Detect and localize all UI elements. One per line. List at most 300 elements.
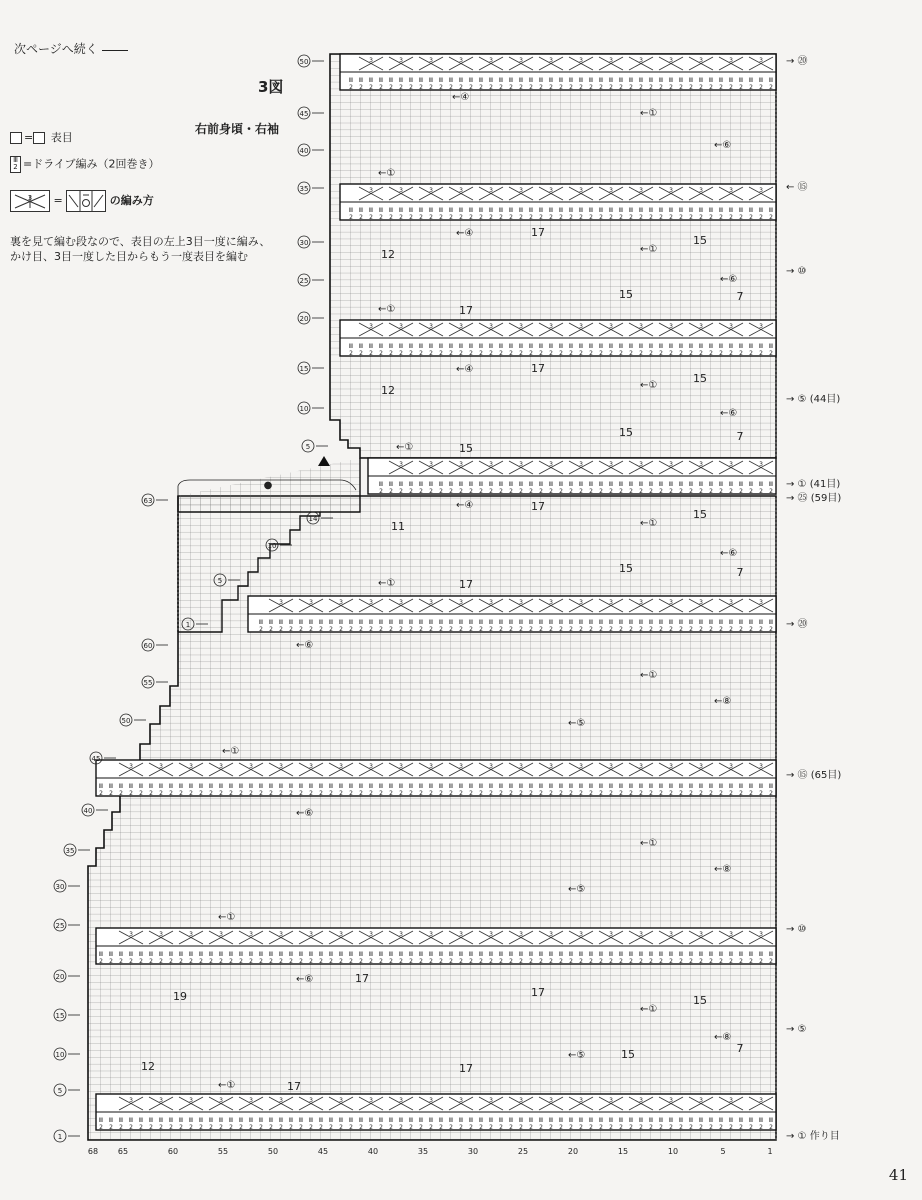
drive-number: 2	[569, 84, 573, 91]
drive-mark: Ⅲ	[768, 619, 774, 626]
cross-number: 3	[549, 57, 553, 64]
cross-number: 3	[189, 1097, 193, 1104]
drive-mark: Ⅲ	[728, 1117, 734, 1124]
drive-number: 2	[349, 214, 353, 221]
drive-number: 2	[369, 214, 373, 221]
cross-number: 3	[399, 57, 403, 64]
drive-number: 2	[749, 488, 753, 495]
drive-number: 2	[549, 1124, 553, 1131]
drive-mark: Ⅲ	[448, 1117, 454, 1124]
drive-number: 2	[459, 790, 463, 797]
drive-number: 2	[509, 350, 513, 357]
drive-mark: Ⅲ	[598, 1117, 604, 1124]
drive-mark: Ⅲ	[368, 77, 374, 84]
drive-number: 2	[519, 1124, 523, 1131]
cross-number: 3	[489, 461, 493, 468]
drive-mark: Ⅲ	[258, 783, 264, 790]
cross-number: 3	[519, 461, 523, 468]
row-number-label: 30	[55, 883, 65, 891]
drive-number: 2	[389, 214, 393, 221]
drive-number: 2	[739, 84, 743, 91]
drive-mark: Ⅲ	[688, 783, 694, 790]
drive-number: 2	[709, 1124, 713, 1131]
drive-mark: Ⅲ	[748, 951, 754, 958]
drive-number: 2	[649, 790, 653, 797]
drive-number: 2	[479, 790, 483, 797]
drive-number: 2	[399, 626, 403, 633]
drive-number: 2	[719, 84, 723, 91]
drive-number: 2	[189, 1124, 193, 1131]
drive-number: 2	[429, 214, 433, 221]
cross-number: 3	[489, 1097, 493, 1104]
span-number: 15	[693, 508, 707, 521]
drive-mark: Ⅲ	[258, 951, 264, 958]
drive-number: 2	[739, 1124, 743, 1131]
drive-mark: Ⅲ	[98, 1117, 104, 1124]
drive-number: 2	[379, 488, 383, 495]
drive-mark: Ⅲ	[588, 619, 594, 626]
cross-number: 3	[459, 1097, 463, 1104]
drive-mark: Ⅲ	[768, 343, 774, 350]
row-number-label: 45	[91, 755, 101, 763]
drive-mark: Ⅲ	[648, 481, 654, 488]
drive-number: 2	[579, 790, 583, 797]
drive-mark: Ⅲ	[468, 619, 474, 626]
drive-number: 2	[519, 214, 523, 221]
drive-number: 2	[529, 84, 533, 91]
drive-mark: Ⅲ	[748, 343, 754, 350]
drive-number: 2	[399, 350, 403, 357]
drive-number: 2	[199, 958, 203, 965]
span-number: 17	[531, 500, 545, 513]
drive-mark: Ⅲ	[738, 481, 744, 488]
drive-number: 2	[379, 626, 383, 633]
drive-mark: Ⅲ	[438, 481, 444, 488]
drive-mark: Ⅲ	[718, 481, 724, 488]
drive-number: 2	[379, 1124, 383, 1131]
drive-mark: Ⅲ	[658, 951, 664, 958]
drive-mark: Ⅲ	[538, 343, 544, 350]
drive-mark: Ⅲ	[568, 77, 574, 84]
drive-mark: Ⅲ	[378, 343, 384, 350]
cross-number: 3	[759, 187, 763, 194]
drive-mark: Ⅲ	[368, 619, 374, 626]
sleeve-grid	[88, 496, 776, 1140]
drive-mark: Ⅲ	[168, 1117, 174, 1124]
drive-number: 2	[619, 1124, 623, 1131]
cross-number: 3	[519, 1097, 523, 1104]
drive-number: 2	[249, 1124, 253, 1131]
drive-number: 2	[669, 350, 673, 357]
span-number: 7	[736, 430, 744, 443]
drive-number: 2	[369, 84, 373, 91]
drive-number: 2	[599, 214, 603, 221]
drive-number: 2	[549, 488, 553, 495]
drive-mark: Ⅲ	[638, 951, 644, 958]
drive-number: 2	[439, 214, 443, 221]
drive-mark: Ⅲ	[328, 783, 334, 790]
drive-number: 2	[529, 790, 533, 797]
drive-mark: Ⅲ	[498, 481, 504, 488]
drive-number: 2	[369, 790, 373, 797]
span-number: 15	[619, 426, 633, 439]
drive-mark: Ⅲ	[488, 481, 494, 488]
drive-number: 2	[649, 1124, 653, 1131]
drive-number: 2	[369, 1124, 373, 1131]
drive-mark: Ⅲ	[568, 1117, 574, 1124]
drive-number: 2	[489, 626, 493, 633]
drive-mark: Ⅲ	[708, 783, 714, 790]
drive-mark: Ⅲ	[648, 783, 654, 790]
drive-number: 2	[359, 626, 363, 633]
drive-mark: Ⅲ	[538, 951, 544, 958]
short-row-mark: ←①	[640, 244, 658, 255]
drive-number: 2	[689, 1124, 693, 1131]
cross-number: 3	[609, 187, 613, 194]
drive-mark: Ⅲ	[348, 619, 354, 626]
short-row-mark: ←①	[378, 304, 396, 315]
drive-number: 2	[769, 350, 773, 357]
drive-mark: Ⅲ	[378, 77, 384, 84]
drive-mark: Ⅲ	[278, 783, 284, 790]
drive-mark: Ⅲ	[138, 951, 144, 958]
drive-number: 2	[739, 488, 743, 495]
short-row-mark: ←①	[640, 1004, 658, 1015]
drive-mark: Ⅲ	[758, 951, 764, 958]
stitch-number-label: 55	[217, 1147, 229, 1156]
drive-mark: Ⅲ	[448, 951, 454, 958]
short-row-mark: ←⑧	[714, 1032, 732, 1043]
drive-number: 2	[699, 214, 703, 221]
drive-mark: Ⅲ	[228, 1117, 234, 1124]
drive-number: 2	[719, 488, 723, 495]
cross-number: 3	[639, 57, 643, 64]
drive-number: 2	[719, 958, 723, 965]
drive-number: 2	[729, 214, 733, 221]
drive-mark: Ⅲ	[768, 207, 774, 214]
cross-number: 3	[609, 1097, 613, 1104]
cross-number: 3	[669, 323, 673, 330]
cross-number: 3	[699, 763, 703, 770]
drive-number: 2	[739, 350, 743, 357]
span-number: 15	[693, 372, 707, 385]
drive-mark: Ⅲ	[528, 1117, 534, 1124]
drive-number: 2	[159, 958, 163, 965]
piece-title: 右前身頃・右袖	[195, 122, 280, 136]
drive-mark: Ⅲ	[668, 207, 674, 214]
drive-number: 2	[299, 790, 303, 797]
row-number-label: 60	[143, 642, 153, 650]
cross-number: 3	[459, 461, 463, 468]
drive-mark: Ⅲ	[298, 1117, 304, 1124]
drive-mark: Ⅲ	[428, 951, 434, 958]
cross-number: 3	[549, 763, 553, 770]
drive-mark: Ⅲ	[508, 783, 514, 790]
cross-number: 3	[759, 57, 763, 64]
cross-number: 3	[459, 599, 463, 606]
drive-number: 2	[379, 350, 383, 357]
drive-number: 2	[509, 214, 513, 221]
drive-mark: Ⅲ	[558, 77, 564, 84]
drive-mark: Ⅲ	[278, 951, 284, 958]
drive-number: 2	[689, 214, 693, 221]
drive-mark: Ⅲ	[518, 77, 524, 84]
drive-number: 2	[419, 1124, 423, 1131]
drive-number: 2	[709, 350, 713, 357]
drive-mark: Ⅲ	[378, 619, 384, 626]
drive-mark: Ⅲ	[578, 481, 584, 488]
drive-mark: Ⅲ	[358, 951, 364, 958]
cross-number: 3	[669, 1097, 673, 1104]
drive-number: 2	[629, 350, 633, 357]
cross-number: 3	[279, 763, 283, 770]
drive-number: 2	[539, 958, 543, 965]
short-row-mark: ←①	[218, 912, 236, 923]
drive-mark: Ⅲ	[668, 619, 674, 626]
drive-number: 2	[459, 214, 463, 221]
cross-number: 3	[519, 323, 523, 330]
drive-mark: Ⅲ	[168, 783, 174, 790]
drive-number: 2	[619, 350, 623, 357]
drive-number: 2	[439, 958, 443, 965]
drive-number: 2	[709, 790, 713, 797]
stitch-number-label: 5	[720, 1147, 726, 1156]
drive-mark: Ⅲ	[398, 481, 404, 488]
drive-mark: Ⅲ	[728, 783, 734, 790]
cross-number: 3	[429, 461, 433, 468]
drive-number: 2	[339, 790, 343, 797]
drive-mark: Ⅲ	[618, 951, 624, 958]
drive-mark: Ⅲ	[578, 343, 584, 350]
drive-number: 2	[529, 488, 533, 495]
drive-mark: Ⅲ	[658, 1117, 664, 1124]
span-number: 17	[355, 972, 369, 985]
drive-number: 2	[139, 790, 143, 797]
drive-number: 2	[669, 1124, 673, 1131]
drive-mark: Ⅲ	[468, 481, 474, 488]
drive-number: 2	[679, 488, 683, 495]
drive-number: 2	[579, 1124, 583, 1131]
drive-mark: Ⅲ	[318, 619, 324, 626]
drive-number: 2	[379, 214, 383, 221]
short-row-mark: ←①	[396, 442, 414, 453]
drive-number: 2	[169, 1124, 173, 1131]
cross-number: 3	[519, 599, 523, 606]
drive-number: 2	[449, 488, 453, 495]
drive-number: 2	[399, 488, 403, 495]
drive-mark: Ⅲ	[578, 619, 584, 626]
drive-number: 2	[469, 84, 473, 91]
drive-mark: Ⅲ	[558, 343, 564, 350]
drive-mark: Ⅲ	[478, 77, 484, 84]
drive-number: 2	[769, 488, 773, 495]
drive-mark: Ⅲ	[568, 951, 574, 958]
drive-mark: Ⅲ	[278, 619, 284, 626]
drive-number: 2	[549, 214, 553, 221]
drive-mark: Ⅲ	[508, 481, 514, 488]
drive-mark: Ⅲ	[428, 77, 434, 84]
cross-number: 3	[399, 461, 403, 468]
drive-mark: Ⅲ	[588, 1117, 594, 1124]
drive-mark: Ⅲ	[198, 951, 204, 958]
drive-mark: Ⅲ	[458, 343, 464, 350]
drive-mark: Ⅲ	[628, 1117, 634, 1124]
row-number-label: 63	[143, 497, 153, 505]
drive-mark: Ⅲ	[478, 619, 484, 626]
span-number: 12	[381, 248, 395, 261]
drive-number: 2	[429, 790, 433, 797]
short-row-mark: ←①	[640, 380, 658, 391]
cross-number: 3	[669, 57, 673, 64]
drive-mark: Ⅲ	[408, 343, 414, 350]
drive-number: 2	[699, 488, 703, 495]
drive-number: 2	[659, 1124, 663, 1131]
drive-mark: Ⅲ	[668, 481, 674, 488]
cross-number: 3	[429, 187, 433, 194]
drive-number: 2	[129, 790, 133, 797]
drive-mark: Ⅲ	[338, 783, 344, 790]
drive-number: 2	[739, 626, 743, 633]
drive-mark: Ⅲ	[588, 77, 594, 84]
cross-number: 3	[489, 931, 493, 938]
drive-number: 2	[639, 350, 643, 357]
cross-number: 3	[309, 763, 313, 770]
drive-mark: Ⅲ	[748, 77, 754, 84]
drive-number: 2	[569, 626, 573, 633]
drive-number: 2	[479, 84, 483, 91]
drive-mark: Ⅲ	[688, 1117, 694, 1124]
drive-mark: Ⅲ	[508, 207, 514, 214]
drive-mark: Ⅲ	[368, 207, 374, 214]
row-number-label: 35	[299, 185, 309, 193]
drive-number: 2	[229, 790, 233, 797]
drive-number: 2	[649, 958, 653, 965]
cross-number: 3	[369, 323, 373, 330]
drive-mark: Ⅲ	[358, 1117, 364, 1124]
drive-number: 2	[459, 350, 463, 357]
drive-mark: Ⅲ	[728, 951, 734, 958]
drive-mark: Ⅲ	[508, 619, 514, 626]
drive-number: 2	[439, 488, 443, 495]
drive-mark: Ⅲ	[758, 343, 764, 350]
drive-number: 2	[769, 626, 773, 633]
drive-mark: Ⅲ	[478, 1117, 484, 1124]
drive-number: 2	[769, 214, 773, 221]
drive-mark: Ⅲ	[608, 481, 614, 488]
drive-mark: Ⅲ	[178, 1117, 184, 1124]
drive-number: 2	[259, 958, 263, 965]
drive-number: 2	[449, 790, 453, 797]
drive-number: 2	[419, 626, 423, 633]
drive-number: 2	[359, 350, 363, 357]
drive-number: 2	[469, 1124, 473, 1131]
row-number-label: 10	[299, 405, 309, 413]
drive-number: 2	[399, 790, 403, 797]
drive-mark: Ⅲ	[388, 481, 394, 488]
drive-number: 2	[699, 958, 703, 965]
drive-number: 2	[319, 626, 323, 633]
cross-number: 3	[609, 599, 613, 606]
cross-number: 3	[249, 931, 253, 938]
drive-number: 2	[559, 790, 563, 797]
drive-number: 2	[479, 488, 483, 495]
drive-number: 2	[729, 84, 733, 91]
short-row-mark: ←①	[378, 168, 396, 179]
drive-mark: Ⅲ	[758, 481, 764, 488]
drive-mark: Ⅲ	[398, 619, 404, 626]
drive-number: 2	[759, 350, 763, 357]
drive-number: 2	[309, 958, 313, 965]
drive-number: 2	[419, 958, 423, 965]
cross-number: 3	[489, 323, 493, 330]
drive-mark: Ⅲ	[768, 77, 774, 84]
drive-mark: Ⅲ	[308, 951, 314, 958]
drive-mark: Ⅲ	[208, 1117, 214, 1124]
drive-number: 2	[609, 1124, 613, 1131]
drive-number: 2	[479, 1124, 483, 1131]
drive-number: 2	[539, 84, 543, 91]
drive-number: 2	[499, 488, 503, 495]
drive-number: 2	[139, 958, 143, 965]
drive-number: 2	[539, 626, 543, 633]
drive-number: 2	[289, 790, 293, 797]
drive-number: 2	[549, 790, 553, 797]
drive-number: 2	[459, 958, 463, 965]
span-number: 15	[619, 562, 633, 575]
drive-mark: Ⅲ	[498, 951, 504, 958]
row-number-label: 15	[299, 365, 309, 373]
drive-number: 2	[259, 626, 263, 633]
drive-number: 2	[499, 790, 503, 797]
drive-mark: Ⅲ	[248, 951, 254, 958]
right-row-label: → ⑤	[786, 1024, 807, 1035]
drive-number: 2	[549, 626, 553, 633]
drive-mark: Ⅲ	[218, 783, 224, 790]
drive-mark: Ⅲ	[638, 783, 644, 790]
drive-number: 2	[599, 488, 603, 495]
short-row-mark: ←⑤	[568, 884, 586, 895]
span-number: 17	[459, 304, 473, 317]
drive-number: 2	[589, 488, 593, 495]
drive-mark: Ⅲ	[368, 1117, 374, 1124]
drive-mark: Ⅲ	[668, 77, 674, 84]
short-row-mark: ←⑥	[720, 274, 738, 285]
drive-mark: Ⅲ	[598, 77, 604, 84]
drive-number: 2	[519, 350, 523, 357]
drive-mark: Ⅲ	[418, 619, 424, 626]
drive-mark: Ⅲ	[578, 951, 584, 958]
cross-number: 3	[189, 931, 193, 938]
drive-mark: Ⅲ	[128, 951, 134, 958]
cross-number: 3	[639, 599, 643, 606]
drive-number: 2	[549, 350, 553, 357]
drive-mark: Ⅲ	[328, 951, 334, 958]
drive-number: 2	[609, 350, 613, 357]
drive-number: 2	[569, 214, 573, 221]
drive-number: 2	[669, 790, 673, 797]
drive-mark: Ⅲ	[528, 783, 534, 790]
drive-number: 2	[709, 488, 713, 495]
drive-number: 2	[509, 626, 513, 633]
cross-number: 3	[639, 461, 643, 468]
cross-number: 3	[699, 57, 703, 64]
cross-number: 3	[429, 931, 433, 938]
drive-mark: Ⅲ	[598, 783, 604, 790]
drive-mark: Ⅲ	[378, 1117, 384, 1124]
short-row-mark: ←①	[640, 670, 658, 681]
cross-number: 3	[429, 599, 433, 606]
drive-mark: Ⅲ	[438, 343, 444, 350]
